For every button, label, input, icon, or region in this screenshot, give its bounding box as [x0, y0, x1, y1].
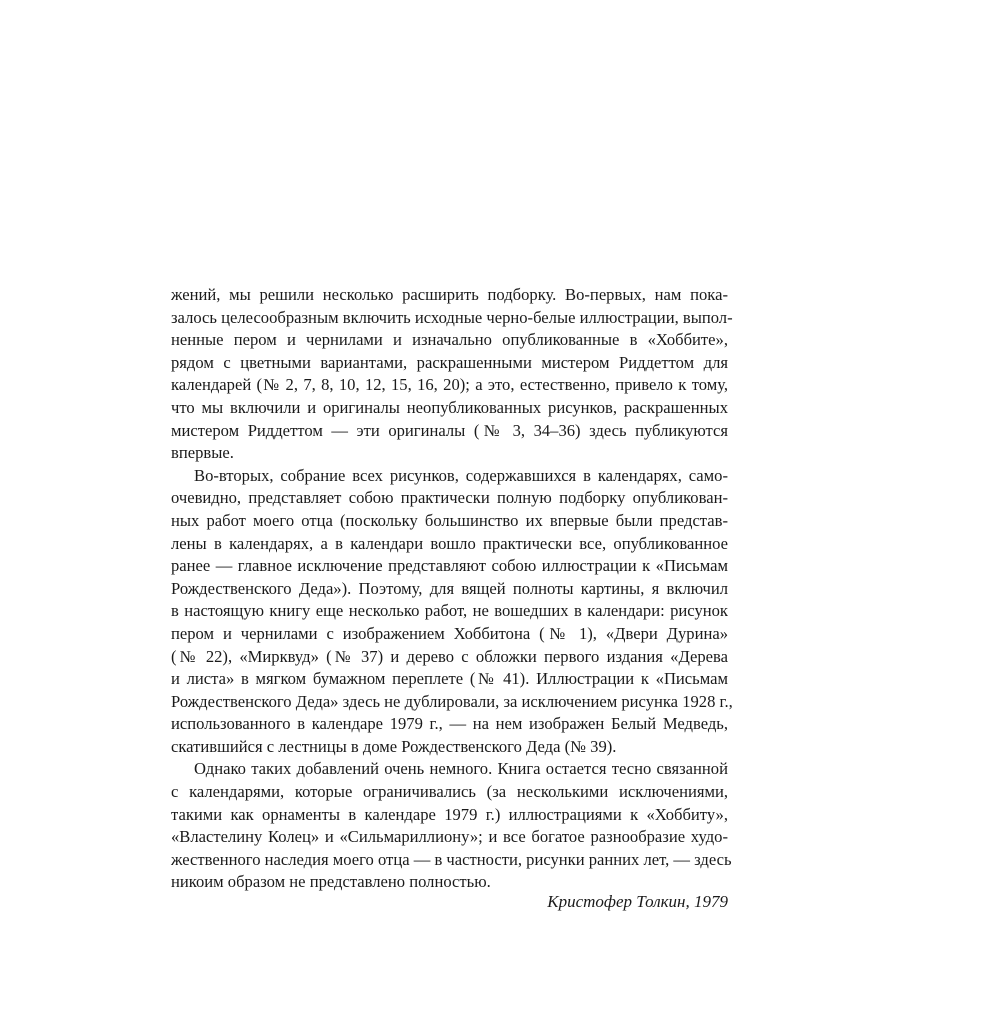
text-line: что мы включили и оригиналы неопубликованных рисунков, раскрашенных	[171, 397, 728, 417]
author-signature: Кристофер Толкин, 1979	[547, 892, 728, 911]
text-line: в настоящую книгу еще несколько работ, не вошедших в календари: рисунок	[171, 601, 728, 621]
text-line: никоим образом не представлено полностью.	[171, 872, 491, 892]
text-line: календарей (№ 2, 7, 8, 10, 12, 15, 16, 20); а это, естественно, привело к тому,	[171, 375, 728, 395]
text-line: залось целесообразным включить исходные черно-белые иллюстрации, выпол-	[171, 307, 733, 327]
text-line: скатившийся с лестницы в доме Рождественского Деда (№ 39).	[171, 736, 617, 756]
text-line: лены в календарях, а в календари вошло практически все, опубликованное	[171, 533, 728, 553]
text-line: мистером Риддеттом — эти оригиналы (№ 3, 34–36) здесь публикуются	[171, 420, 728, 440]
text-line: ненные пером и чернилами и изначально опубликованные в «Хоббите»,	[171, 330, 728, 350]
text-line: (№ 22), «Мирквуд» (№ 37) и дерево с обложки первого издания «Дерева	[171, 646, 728, 666]
text-line: Во-вторых, собрание всех рисунков, содержавшихся в календарях, само-	[194, 465, 728, 485]
text-line: впервые.	[171, 443, 234, 463]
text-line: и листа» в мягком бумажном переплете (№ 41). Иллюстрации к «Письмам	[171, 669, 728, 689]
text-line: использованного в календаре 1979 г., — на нем изображен Белый Медведь,	[171, 714, 728, 734]
text-line: пером и чернилами с изображением Хоббитона (№ 1), «Двери Дурина»	[171, 623, 728, 643]
text-line: «Властелину Колец» и «Сильмариллиону»; и все богатое разнообразие худо-	[171, 827, 728, 847]
text-line: жественного наследия моего отца — в частности, рисунки ранних лет, — здесь	[171, 849, 732, 869]
text-line: рядом с цветными вариантами, раскрашенными мистером Риддеттом для	[171, 352, 728, 372]
text-line: Рождественского Деда» здесь не дублировали, за исключением рисунка 1928 г.,	[171, 691, 733, 711]
text-line: с календарями, которые ограничивались (за несколькими исключениями,	[171, 782, 728, 802]
body-text	[171, 284, 733, 894]
text-line: жений, мы решили несколько расширить подборку. Во-первых, нам пока-	[171, 285, 728, 304]
text-line: ных работ моего отца (поскольку большинство их впервые были представ-	[171, 510, 728, 530]
text-line: такими как орнаменты в календаре 1979 г.) иллюстрациями к «Хоббиту»,	[171, 804, 728, 824]
text-line: Однако таких добавлений очень немного. Книга остается тесно связанной	[194, 759, 728, 779]
text-line: очевидно, представляет собою практически полную подборку опубликован-	[171, 488, 728, 508]
text-line: Рождественского Деда»). Поэтому, для вящей полноты картины, я включил	[171, 578, 728, 598]
text-line: ранее — главное исключение представляют собою иллюстрации к «Письмам	[171, 556, 728, 576]
